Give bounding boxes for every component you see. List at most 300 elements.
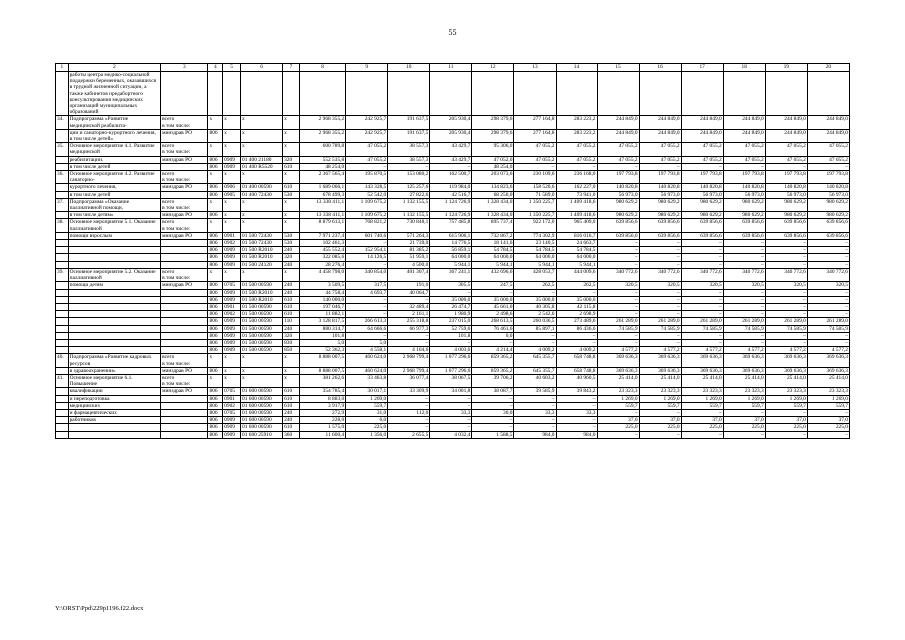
table-cell: – [807,303,849,310]
table-cell: 34 001,8 [430,388,472,395]
table-cell: 0901 [223,303,241,310]
table-row [56,232,850,239]
table-cell: – [807,240,849,247]
table-cell: 1 124 726,9 [430,198,472,211]
table-cell: – [681,339,723,346]
table-cell: – [807,409,849,416]
table-cell: 806 [208,325,223,332]
table-cell: – [639,289,681,296]
table-cell: 639 856,6 [681,232,723,239]
table-row [56,198,850,211]
table-cell: 162 227,0 [556,184,597,191]
table-cell: – [388,424,430,431]
table-cell: 162 500,7 [430,171,472,184]
table-cell: 13 338 411,1 [299,198,345,211]
table-cell: 4 577,2 [765,347,807,354]
table-cell: 369 636,3 [597,367,639,374]
table-cell: x [208,219,223,232]
table-cell [56,254,69,261]
table-cell: 37,0 [639,417,681,424]
table-cell: 01 500 00590 [241,325,283,332]
table-cell: 806 [208,212,223,219]
table-cell [56,240,69,247]
table-cell: 0909 [223,332,241,339]
table-cell: 33 309,9 [388,388,430,395]
table-cell: 7 971 237,4 [299,232,345,239]
table-cell [56,318,69,325]
table-cell: Основное мероприятие 5.2. Оказание паллиативной [68,268,161,281]
table-cell: 4 577,2 [807,347,849,354]
column-number: 8 [299,64,345,72]
table-cell: 320,5 [807,282,849,289]
table-cell: минздрав РО [161,156,208,163]
table-cell [283,72,300,116]
table-cell: 44 758,4 [299,289,345,296]
table-cell: 1 269,0 [681,395,723,402]
table-cell [161,191,208,198]
table-cell: – [765,339,807,346]
table-cell: – [430,339,472,346]
table-cell: 639 856,6 [723,219,765,232]
table-cell: 806 [208,388,223,395]
table-cell: 0909 [223,247,241,254]
table-cell: 0909 [223,417,241,424]
table-cell: 0909 [223,318,241,325]
table-cell: 1 269,0 [807,395,849,402]
table-cell: реабилитации. [68,156,161,163]
table-cell: – [556,339,597,346]
table-cell: 25 414,0 [807,374,849,387]
table-cell: 244 849,0 [765,116,807,129]
table-cell: 191,0 [388,282,430,289]
table-cell: 530 [283,232,300,239]
table-cell [56,163,69,170]
table-cell: – [514,339,556,346]
table-cell: 610 [283,424,300,431]
table-cell [514,72,556,116]
table-cell: 806 [208,402,223,409]
table-cell: – [597,247,639,254]
table-cell: 806 [208,156,223,163]
table-cell [161,402,208,409]
table-cell: 2 367 565,4 [299,171,345,184]
table-cell: 369 636,3 [639,354,681,367]
table-cell [161,431,208,438]
table-cell: x [223,129,241,142]
table-cell: 140 820,8 [681,184,723,191]
table-cell: – [346,240,388,247]
table-cell: – [472,289,514,296]
table-cell: – [765,409,807,416]
table-cell [56,395,69,402]
table-cell: x [208,143,223,156]
table-cell: 261 289,0 [681,318,723,325]
table-cell: 47 055,2 [681,156,723,163]
table-cell: 23 140,5 [514,240,556,247]
table-cell: – [346,163,388,170]
table-cell: – [681,289,723,296]
table-cell: 4 577,2 [723,347,765,354]
table-cell: 984,0 [556,431,597,438]
table-cell: 4 577,2 [681,347,723,354]
table-cell: 610 [283,303,300,310]
table-cell: 261 289,0 [807,318,849,325]
table-cell: 197 793,8 [681,171,723,184]
table-cell: 322 085,6 [299,254,345,261]
table-cell: минздрав РО [161,184,208,191]
table-cell: 40 603,2 [514,374,556,387]
table-cell: – [597,296,639,303]
table-cell: 33,3 [556,409,597,416]
table-cell: 571 264,3 [388,232,430,239]
table-cell: 0909 [223,254,241,261]
table-cell: 134 823,6 [472,184,514,191]
table-cell: – [807,289,849,296]
table-cell: 25 414,0 [765,374,807,387]
table-cell: x [241,116,283,129]
table-cell: 850 [283,347,300,354]
table-cell: – [430,424,472,431]
column-number: 11 [430,64,472,72]
table-cell: 730 848,1 [388,219,430,232]
table-cell: работников [68,417,161,424]
table-row [56,424,850,431]
table-body [56,64,850,439]
table-cell: 1 269,0 [346,395,388,402]
table-cell: 0901 [223,395,241,402]
table-cell: 806 [208,296,223,303]
table-cell: – [388,417,430,424]
table-cell: 26 474,7 [430,303,472,310]
table-row [56,303,850,310]
table-cell: 5 944,1 [514,261,556,268]
table-cell: 01 600 00590 [241,409,283,416]
table-cell: 197 046,7 [299,303,345,310]
table-cell [56,347,69,354]
table-cell: 228,0 [299,417,345,424]
table-cell: 240 [283,325,300,332]
table-cell [56,289,69,296]
table-cell: 244 849,0 [765,129,807,142]
table-cell: 36 077,4 [388,374,430,387]
table-cell: 1 588,5 [472,431,514,438]
table-cell: 244 849,0 [723,116,765,129]
table-cell: 01 500 00590 [241,303,283,310]
table-cell: 340 772,6 [807,268,849,281]
table-cell: 47 055,2 [765,143,807,156]
table-cell: – [597,289,639,296]
table-cell: 140 820,8 [723,184,765,191]
table-cell: 340 772,6 [765,268,807,281]
table-cell: 48 254,0 [472,163,514,170]
table-cell: 01 500 72430 [241,232,283,239]
table-cell: 0705 [223,409,241,416]
table-cell: 2 968 355,2 [299,129,345,142]
table-cell: 76 461,6 [472,325,514,332]
table-cell: 272,9 [299,409,345,416]
table-cell: 39 585,9 [514,388,556,395]
table-cell: 8 879 613,1 [299,219,345,232]
table-cell: 1 109 675,2 [346,212,388,219]
table-cell: 2 498,6 [472,311,514,318]
table-cell: 298 379,6 [472,129,514,142]
table-cell: 39 706,2 [472,374,514,387]
table-row [56,354,850,367]
table-cell: 980 629,2 [723,212,765,219]
table-row [56,268,850,281]
table-cell: 0905 [223,191,241,198]
table-cell: 38 557,3 [388,143,430,156]
table-cell [161,395,208,402]
table-cell: 47 055,2 [723,156,765,163]
table-cell: 320,5 [639,282,681,289]
table-cell: 0909 [223,261,241,268]
table-cell [56,325,69,332]
table-cell: в том числе детям» [68,212,161,219]
table-cell: x [208,198,223,211]
table-cell: 74 585,9 [723,325,765,332]
table-cell: 2 698,9 [556,311,597,318]
table-cell: 428 053,7 [514,268,556,281]
table-cell: x [283,367,300,374]
table-cell: минздрав РО [161,367,208,374]
table-cell: работы центра медико-социальной поддержки беременных, оказавшихся в трудной жизненной ситуации, а также кабинетов предабортного консультирования медицинских организаций муниципальных образований [68,72,161,116]
table-cell: 610 [283,402,300,409]
table-row [56,402,850,409]
table-cell: 8 883,0 [299,395,345,402]
table-cell: 980 629,2 [597,198,639,211]
table-cell: 244 849,0 [597,129,639,142]
table-cell: 112,0 [388,409,430,416]
column-number: 10 [388,64,430,72]
column-number: 1 [56,64,69,72]
table-cell: x [208,171,223,184]
table-cell: – [388,163,430,170]
table-cell: 806 [208,261,223,268]
table-cell [68,339,161,346]
table-cell: 261 289,0 [639,318,681,325]
table-cell: 35 000,0 [556,296,597,303]
table-cell: – [346,332,388,339]
table-cell: 806 [208,424,223,431]
table-cell: – [639,303,681,310]
table-cell [161,240,208,247]
table-cell: 197 793,8 [597,171,639,184]
table-cell: 401 307,4 [388,268,430,281]
table-cell: 806 [208,282,223,289]
table-cell: 601 740,6 [346,232,388,239]
table-cell: 1 269,0 [765,395,807,402]
table-cell: 0909 [223,424,241,431]
table-cell: – [514,402,556,409]
table-cell: 247,5 [472,282,514,289]
table-cell: 31,0 [346,409,388,416]
table-cell: – [765,163,807,170]
table-cell: 806 [208,318,223,325]
table-cell: 980 629,2 [723,198,765,211]
table-cell: – [388,339,430,346]
table-cell [56,367,69,374]
table-row [56,395,850,402]
table-row [56,318,850,325]
table-cell: 3 509,5 [299,282,345,289]
table-cell: x [283,143,300,156]
table-cell: – [723,289,765,296]
table-cell: 203 073,6 [472,171,514,184]
table-cell: 369 636,3 [765,367,807,374]
table-cell: 830 [283,339,300,346]
table-cell: 645 355,7 [514,367,556,374]
table-cell: 13 338 411,1 [299,212,345,219]
table-cell: 639 856,6 [765,219,807,232]
table-cell [299,72,345,116]
table-row [56,72,850,116]
table-cell [56,409,69,416]
table-cell: 2 161,1 [388,311,430,318]
table-cell: x [223,198,241,211]
table-cell: – [765,311,807,318]
table-cell: 658 748,8 [556,367,597,374]
table-cell: 732 867,2 [472,232,514,239]
table-cell: – [681,261,723,268]
table-cell: – [556,417,597,424]
table-cell: 47 055,2 [597,143,639,156]
table-row [56,212,850,219]
column-number: 6 [241,64,283,72]
table-cell: 340 772,6 [723,268,765,281]
table-cell: 47 055,2 [556,156,597,163]
table-cell: – [639,254,681,261]
table-cell: 56 973,0 [723,191,765,198]
table-cell [161,424,208,431]
table-cell: 81 385,2 [388,247,430,254]
table-cell: 4 003,6 [430,347,472,354]
table-cell: в том числе детей [68,163,161,170]
table-cell: 11 600,4 [299,431,345,438]
table-cell: – [723,261,765,268]
column-number: 20 [807,64,849,72]
table-cell: – [388,332,430,339]
table-cell: – [514,395,556,402]
table-cell: 01 400 R5520 [241,163,283,170]
table-cell: 262,5 [556,282,597,289]
table-cell: 4 009,2 [556,347,597,354]
table-cell: 74 585,9 [765,325,807,332]
table-cell: 35 000,0 [514,296,556,303]
table-cell: всего в том числе: [161,143,208,156]
table-cell: Подпрограмма «Развитие кадровых ресурсов [68,354,161,367]
table-cell: – [765,303,807,310]
table-cell: 64 000,0 [556,254,597,261]
table-cell [68,431,161,438]
table-cell: 64 000,0 [430,254,472,261]
table-cell: 806 [208,395,223,402]
table-cell: – [430,289,472,296]
table-cell: 320,5 [681,282,723,289]
table-cell: x [241,268,283,281]
table-cell: 4 214,4 [472,347,514,354]
table-row [56,143,850,156]
table-cell [161,325,208,332]
table-cell: 191 637,5 [388,116,430,129]
table-cell [56,261,69,268]
table-cell: 2 968 799,4 [388,367,430,374]
table-cell: 244 849,0 [681,116,723,129]
table-cell [56,232,69,239]
table-cell: 5,0 [346,339,388,346]
table-cell: – [556,424,597,431]
table-cell: 54 784,5 [514,247,556,254]
table-cell [430,72,472,116]
table-cell: 261 289,0 [597,318,639,325]
table-cell: – [514,332,556,339]
table-cell: 01 500 00590 [241,311,283,318]
table-cell: 240 [283,409,300,416]
table-cell: – [681,332,723,339]
table-cell [56,388,69,395]
table-cell: 37. [56,198,69,211]
table-cell: – [388,395,430,402]
table-cell: x [241,367,283,374]
table-cell [161,332,208,339]
table-cell: 56 973,0 [639,191,681,198]
table-cell: – [514,163,556,170]
column-number: 14 [556,64,597,72]
table-cell: 774 302,9 [514,232,556,239]
table-cell: 28 276,4 [299,261,345,268]
table-cell: 4 458 798,0 [299,268,345,281]
table-cell: 305,5 [430,282,472,289]
table-cell: 0909 [223,289,241,296]
table-cell: 230 109,6 [514,171,556,184]
table-cell [56,424,69,431]
table-cell: 225,0 [681,424,723,431]
table-cell: 23 323,3 [639,388,681,395]
table-cell: x [241,171,283,184]
table-cell: 240 [283,261,300,268]
table-cell: 610 [283,163,300,170]
table-cell: – [639,163,681,170]
table-cell [56,72,69,116]
table-cell: 74 585,9 [681,325,723,332]
table-cell: 0909 [223,339,241,346]
table-cell: – [807,311,849,318]
table-cell: 639 856,6 [639,232,681,239]
table-cell: 298 379,6 [472,116,514,129]
table-cell: 244 849,0 [597,116,639,129]
table-cell: 4 032,4 [430,431,472,438]
table-cell: – [681,303,723,310]
table-cell: – [639,332,681,339]
table-cell: 369 636,3 [723,354,765,367]
table-cell [68,311,161,318]
table-cell [56,332,69,339]
table-cell [56,303,69,310]
table-cell: 18 141,6 [472,240,514,247]
table-cell: – [556,332,597,339]
table-cell: 340 854,0 [346,268,388,281]
table-cell: 40 305,8 [514,303,556,310]
table-cell: – [346,303,388,310]
table-cell: 816 016,7 [556,232,597,239]
table-cell: минздрав РО [161,232,208,239]
table-cell: 33,3 [514,409,556,416]
table-cell: 1 269,0 [597,395,639,402]
table-cell [161,303,208,310]
table-cell: 01 600 00590 [241,424,283,431]
table-cell: x [241,219,283,232]
table-cell: 0902 [223,240,241,247]
